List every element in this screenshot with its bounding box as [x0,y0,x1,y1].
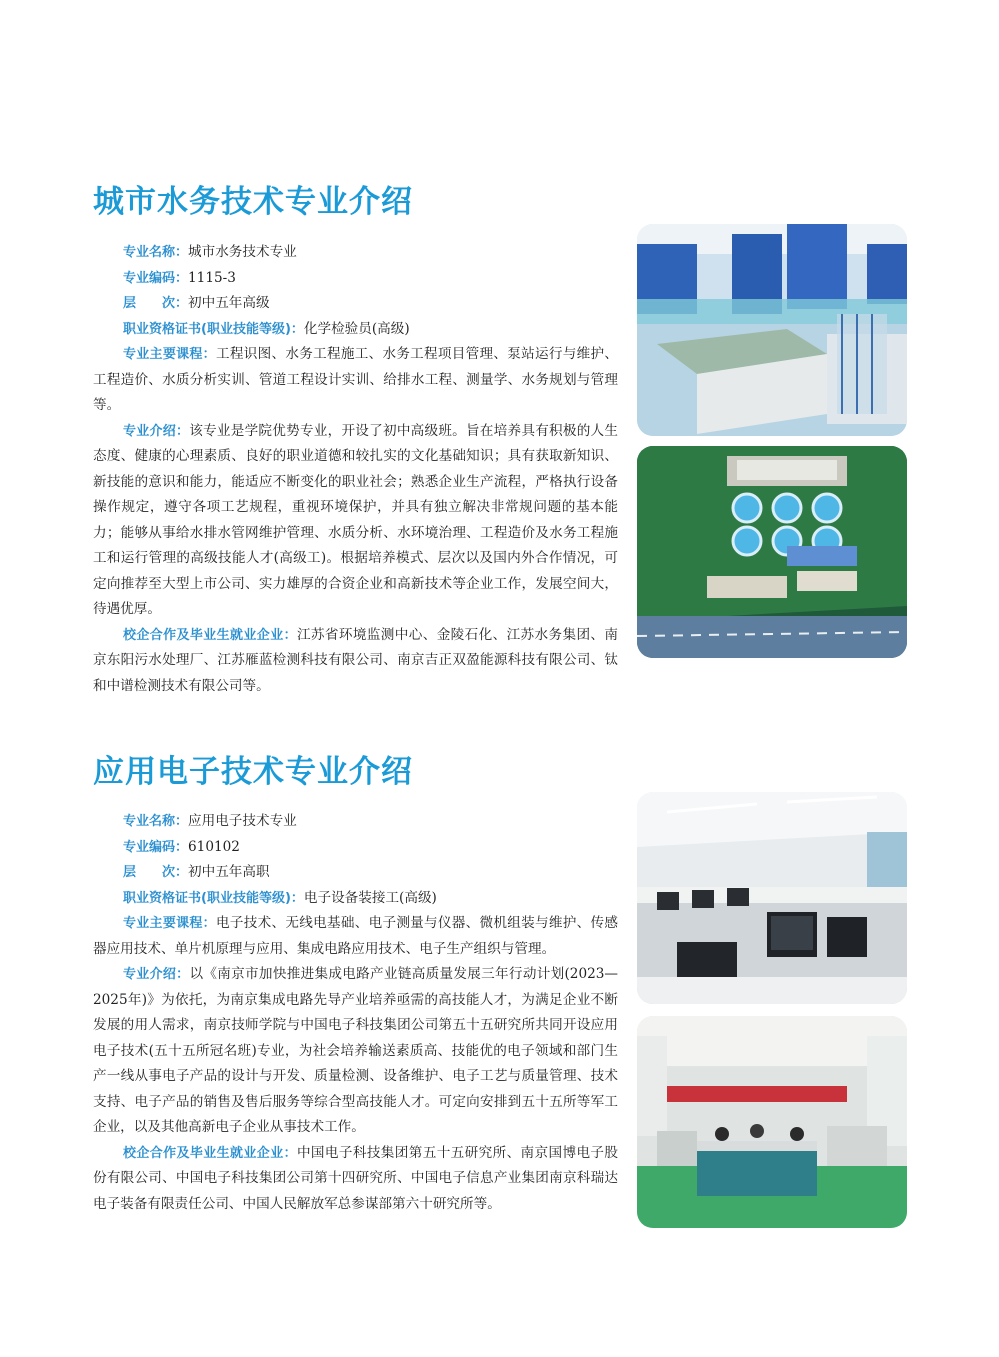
section-body [93,240,618,699]
photo-treatment-plant-model [637,446,907,658]
major-level: 层 次：初中五年高职 [123,864,270,880]
major-intro: 专业介绍：以《南京市加快推进集成电路产业链高质量发展三年行动计划(2023—2025年)》为依托，为南京集成电路先导产业培养亟需的高技能人才，为满足企业不断发展的用人需求，南京技师学院与中国电子科技集团公司第五十五研究所共同开设应用电子技术(五十五所冠名班)专业，为社会培养输送素质高、技能优的电子领域和部门生产一线从事电子产品的设计与开发、质量检测、设备维护、电子工艺与质量管理、技术支持、电子产品的销售及售后服务等综合型高技能人才。可定向安排到五十五所等军工企业，以及其他高新电子企业从事技术工作。 [93,966,618,1135]
major-name: 专业名称：城市水务技术专业 [123,244,297,260]
major-intro: 专业介绍：该专业是学院优势专业，开设了初中高级班。旨在培养具有积极的人生态度、健康的心理素质、良好的职业道德和较扎实的文化基础知识；具有获取新知识、新技能的意识和能力，能适应不断变化的职业社会；熟悉企业生产流程，严格执行设备操作规定，遵守各项工艺规程，重视环境保护，并具有独立解决非常规问题的基本能力；能够从事给水排水管网维护管理、水质分析、水环境治理、工程造价及水务工程施工和运行管理的高级技能人才(高级工)。根据培养模式、层次以及国内外合作情况，可定向推荐至大型上市公司、实力雄厚的合资企业和高新技术等企业工作，发展空间大，待遇优厚。 [93,422,618,617]
major-code: 专业编码：1115-3 [123,269,236,286]
photo-computer-lab [637,792,907,1004]
major-name: 专业名称：应用电子技术专业 [123,813,297,829]
section-title: 城市水务技术专业介绍 [93,184,413,220]
major-courses: 专业主要课程：电子技术、无线电基础、电子测量与仪器、微机组装与维护、传感器应用技术、单片机原理与应用、集成电路应用技术、电子生产组织与管理。 [93,915,618,957]
major-code: 专业编码：610102 [123,838,240,855]
major-certificate: 职业资格证书(职业技能等级)：化学检验员(高级) [123,320,410,337]
major-cooperation: 校企合作及毕业生就业企业：江苏省环境监测中心、金陵石化、江苏水务集团、南京东阳污水处理厂、江苏雁蓝检测科技有限公司、南京吉正双盈能源科技有限公司、钛和中谱检测技术有限公司等。 [93,626,618,694]
major-level: 层 次：初中五年高级 [123,295,270,311]
section-body [93,809,618,1217]
section-title: 应用电子技术专业介绍 [93,754,413,790]
photo-electronics-competition [637,1016,907,1228]
major-courses: 专业主要课程：工程识图、水务工程施工、水务工程项目管理、泵站运行与维护、工程造价、水质分析实训、管道工程设计实训、给排水工程、测量学、水务规划与管理等。 [93,346,618,413]
photo-water-lab [637,224,907,436]
major-cooperation: 校企合作及毕业生就业企业：中国电子科技集团第五十五研究所、南京国博电子股份有限公司、中国电子科技集团公司第十四研究所、中国电子信息产业集团南京科瑞达电子装备有限责任公司、中国人民解放军总参谋部第六十研究所等。 [93,1144,618,1212]
major-certificate: 职业资格证书(职业技能等级)：电子设备装接工(高级) [123,889,437,906]
